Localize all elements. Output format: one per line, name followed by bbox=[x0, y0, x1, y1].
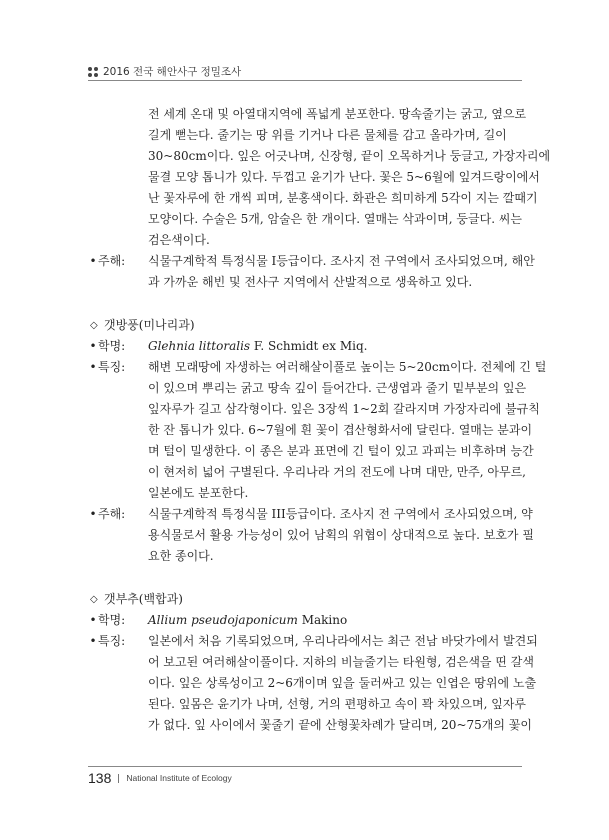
feature-label: 특징: bbox=[98, 634, 126, 648]
page-number: 138 bbox=[88, 770, 112, 786]
text-line: 물결 모양 톱니가 있다. 두껍고 윤기가 난다. 꽃은 5~6월에 잎겨드랑이에서 bbox=[148, 170, 540, 184]
bullet-icon: • bbox=[89, 254, 97, 268]
text-line: 모양이다. 수술은 5개, 암술은 한 개이다. 열매는 삭과이며, 둥글다. 씨는 bbox=[148, 212, 523, 226]
text-line: 며 털이 밀생한다. 이 종은 분과 표면에 긴 털이 있고 과피는 비후하며 능간 bbox=[148, 444, 534, 458]
text-line: 잎자루가 길고 삼각형이다. 잎은 3장씩 1~2회 갈라지며 가장자리에 불규칙 bbox=[148, 402, 540, 416]
text-line: 전 세계 온대 및 아열대지역에 폭넓게 분포한다. 땅속줄기는 굵고, 옆으로 bbox=[148, 107, 527, 121]
text-line: 한 잔 톱니가 있다. 6~7월에 흰 꽃이 겹산형화서에 달린다. 열매는 분과이 bbox=[148, 423, 533, 437]
text-line: 30~80cm이다. 잎은 어긋나며, 신장형, 끝이 오목하거나 둥글고, 가장자리에 bbox=[148, 149, 551, 163]
text-line: 가 없다. 잎 사이에서 꽃줄기 끝에 산형꽃차례가 달리며, 20~75개의 꽃이 bbox=[148, 718, 532, 732]
text-line: 요한 종이다. bbox=[148, 549, 214, 563]
bullet-icon: • bbox=[89, 507, 97, 521]
name-label: 학명: bbox=[98, 613, 126, 627]
species-name-row bbox=[88, 610, 522, 631]
species-feature-row bbox=[88, 357, 547, 504]
feature-label: 특징: bbox=[98, 360, 126, 374]
bullet-icon: • bbox=[89, 339, 97, 353]
header-dots-icon bbox=[88, 67, 98, 77]
diamond-icon: ◇ bbox=[90, 594, 98, 605]
text-line: 과 가까운 해빈 및 전사구 지역에서 산발적으로 생육하고 있다. bbox=[148, 275, 473, 289]
footer-separator bbox=[118, 774, 119, 783]
scientific-name: Glehnia littoralis bbox=[148, 339, 251, 353]
scientific-name: Allium pseudojaponicum bbox=[148, 613, 298, 627]
species-heading-text: 갯부추(백합과) bbox=[104, 592, 183, 606]
text-line: 어 보고된 여러해살이풀이다. 지하의 비늘줄기는 타원형, 검은색을 띤 갈색 bbox=[148, 655, 534, 669]
species-name-row bbox=[88, 336, 522, 357]
intro-paragraph bbox=[88, 104, 551, 251]
species-note-row bbox=[88, 504, 534, 567]
text-line: 일본에도 분포한다. bbox=[148, 486, 249, 500]
species-heading bbox=[88, 315, 522, 336]
header-divider bbox=[88, 80, 522, 81]
scientific-name-line bbox=[148, 336, 522, 357]
text-line: 식물구계학적 특정식물 I등급이다. 조사지 전 구역에서 조사되었으며, 해안 bbox=[148, 254, 535, 268]
intro-note bbox=[88, 251, 535, 293]
text-line: 이다. 잎은 상록성이고 2~6개이며 잎을 둘러싸고 있는 인엽은 땅위에 노출 bbox=[148, 676, 537, 690]
text-line: 식물구계학적 특정식물 III등급이다. 조사지 전 구역에서 조사되었으며, 약 bbox=[148, 507, 533, 521]
author-name: Makino bbox=[301, 613, 348, 627]
text-line: 용식물로서 활용 가능성이 있어 남획의 위협이 상대적으로 높다. 보호가 필 bbox=[148, 528, 534, 542]
text-line: 검은색이다. bbox=[148, 233, 210, 247]
author-name: F. Schmidt ex Miq. bbox=[253, 339, 368, 353]
name-label: 학명: bbox=[98, 339, 126, 353]
text-line: 이 있으며 뿌리는 굵고 땅속 깊이 들어간다. 근생엽과 줄기 밑부분의 잎은 bbox=[148, 381, 527, 395]
text-line: 길게 뻗는다. 줄기는 땅 위를 기거나 다른 물체를 감고 올라가며, 길이 bbox=[148, 128, 507, 142]
text-line: 난 꽃자루에 한 개씩 피며, 분홍색이다. 화관은 희미하게 5각이 지는 깔때기 bbox=[148, 191, 538, 205]
footer-divider bbox=[88, 766, 522, 767]
bullet-icon: • bbox=[89, 360, 97, 374]
text-line: 해변 모래땅에 자생하는 여러해살이풀로 높이는 5~20cm이다. 전체에 긴 털 bbox=[148, 360, 547, 374]
species-heading-text: 갯방풍(미나리과) bbox=[104, 318, 195, 332]
species-heading bbox=[88, 589, 522, 610]
note-label: 주해: bbox=[98, 254, 126, 268]
institute-name: National Institute of Ecology bbox=[126, 773, 232, 783]
note-label: 주해: bbox=[98, 507, 126, 521]
header-title: 2016 전국 해안사구 정밀조사 bbox=[103, 66, 242, 78]
text-line: 이 현저히 넓어 구별된다. 우리나라 거의 전도에 나며 대만, 만주, 아무르, bbox=[148, 465, 526, 479]
species-feature-row bbox=[88, 631, 538, 736]
bullet-icon: • bbox=[89, 634, 97, 648]
diamond-icon: ◇ bbox=[90, 320, 98, 331]
text-line: 일본에서 처음 기록되었으며, 우리나라에서는 최근 전남 바닷가에서 발견되 bbox=[148, 634, 538, 648]
page-content bbox=[88, 104, 551, 736]
scientific-name-line bbox=[148, 610, 522, 631]
text-line: 된다. 잎몸은 윤기가 나며, 선형, 거의 편평하고 속이 꽉 차있으며, 잎자루 bbox=[148, 697, 526, 711]
bullet-icon: • bbox=[89, 613, 97, 627]
page-footer bbox=[88, 770, 232, 786]
running-header bbox=[88, 64, 241, 79]
